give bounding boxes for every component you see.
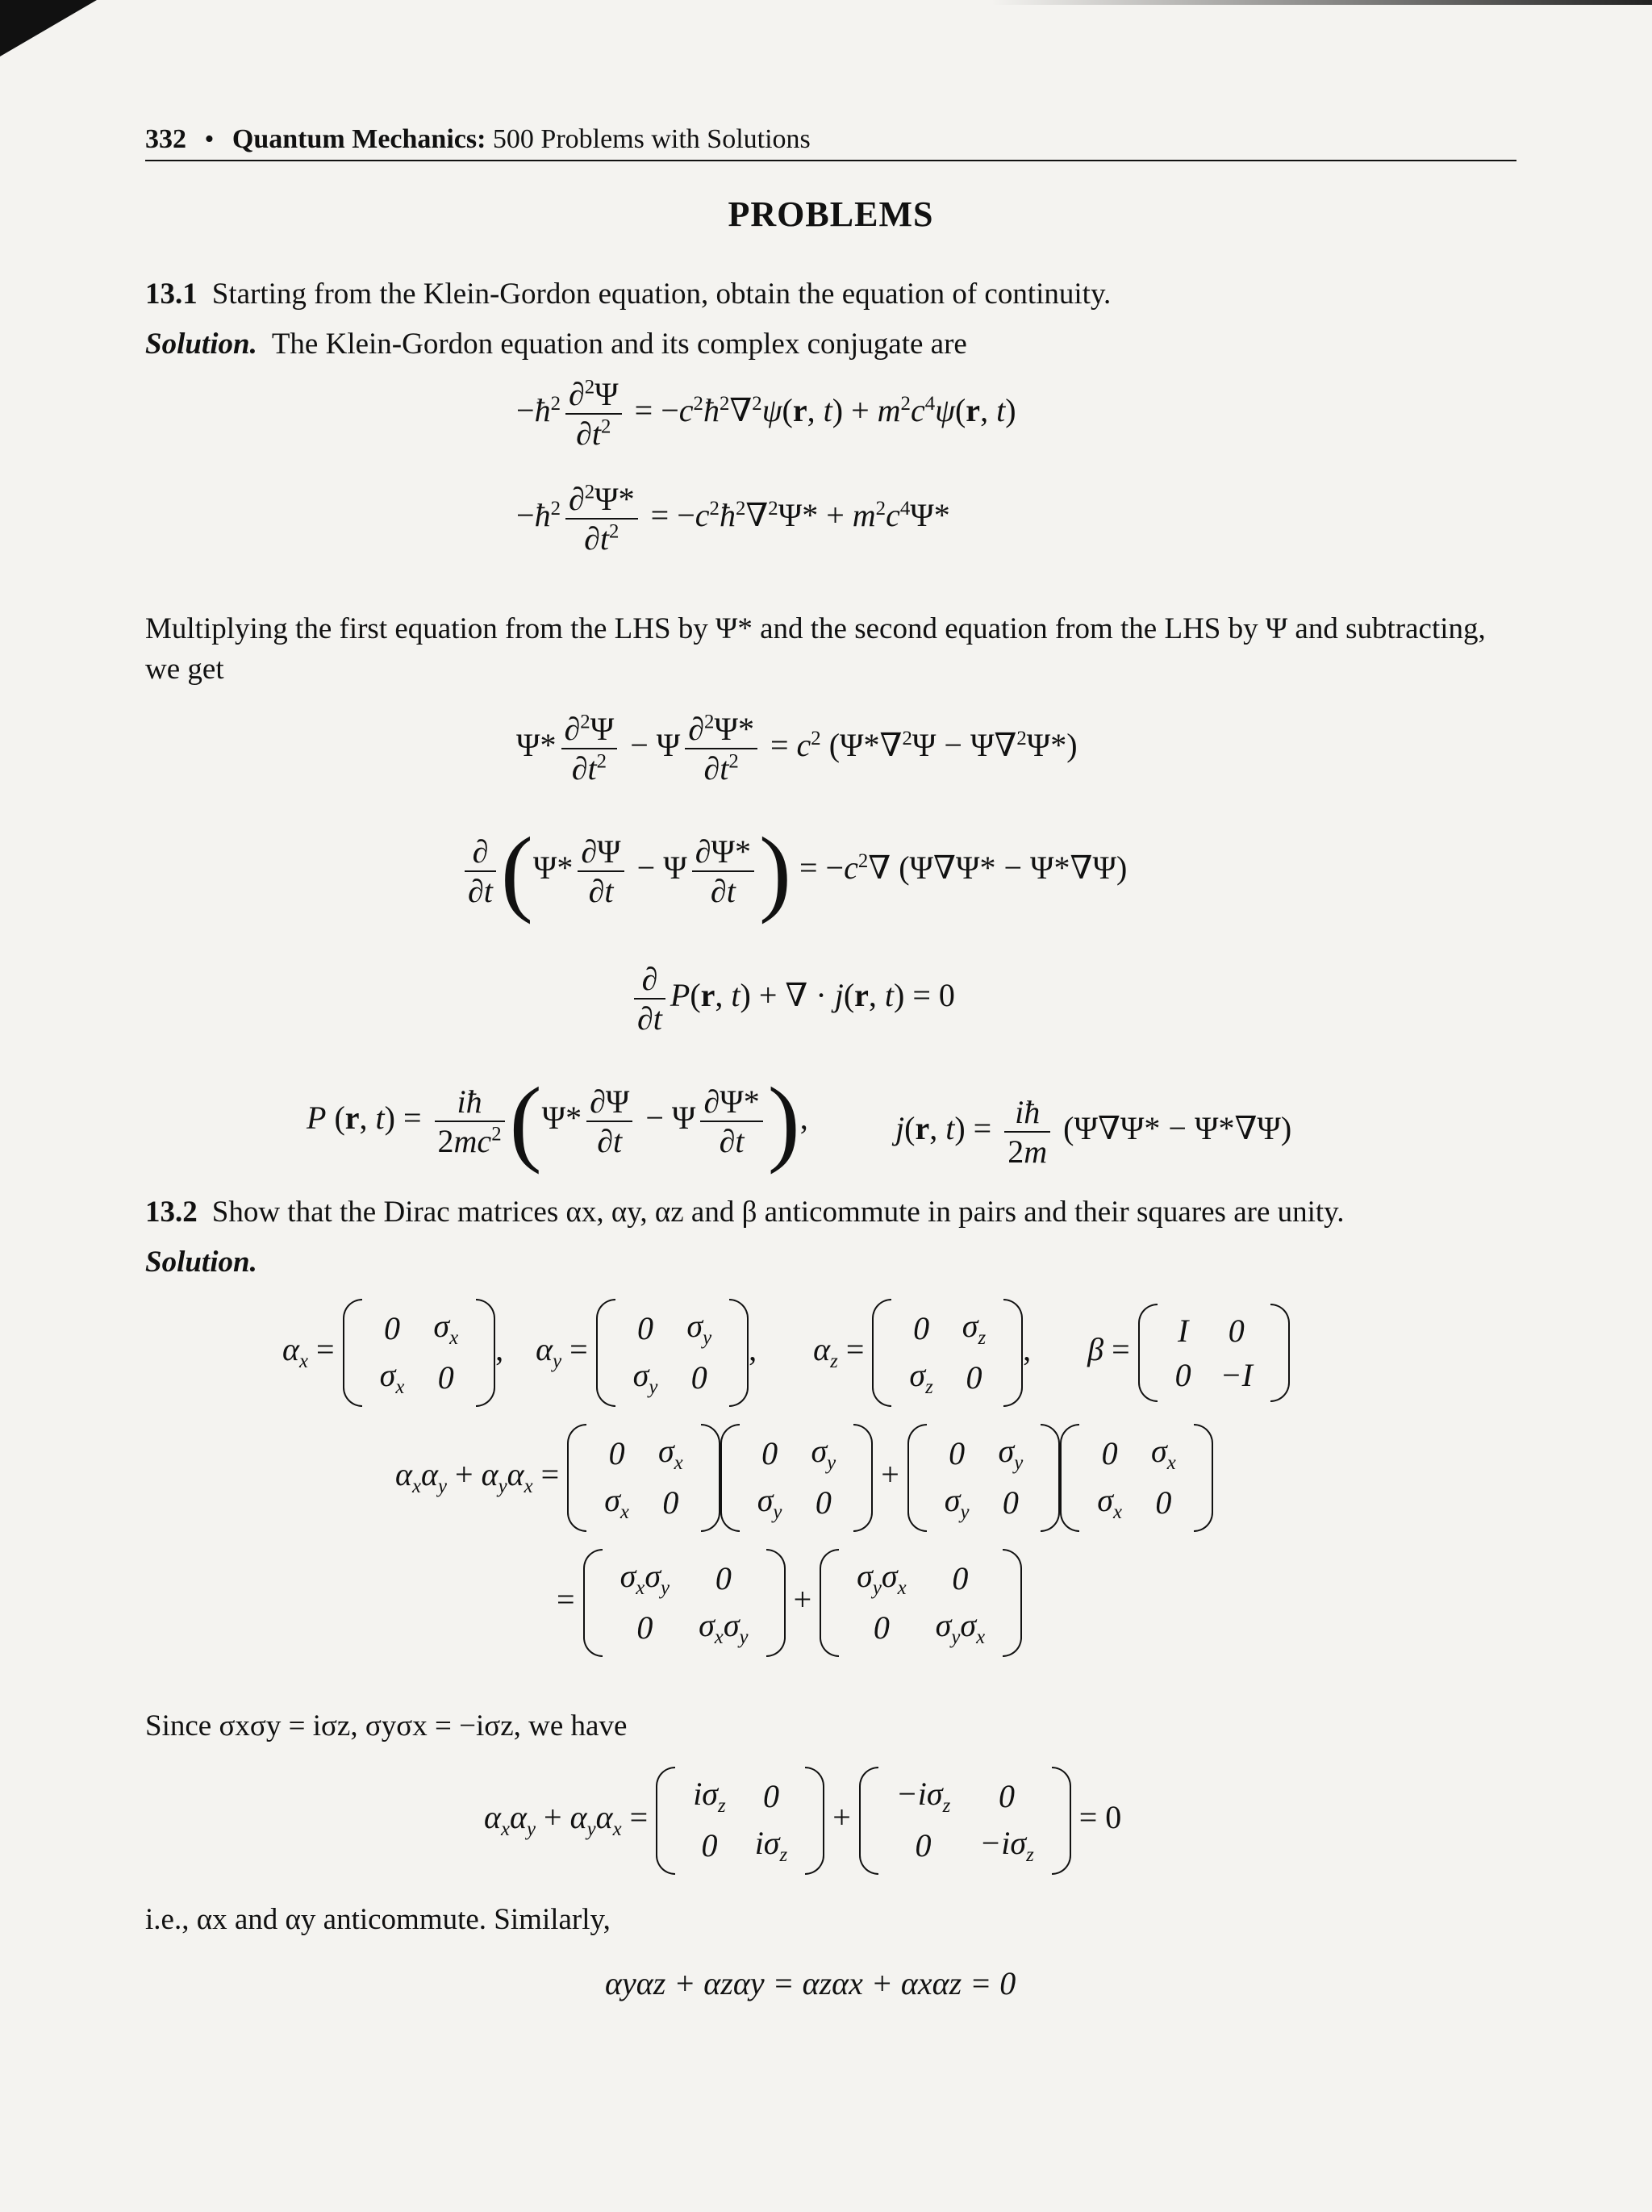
header-bullet: • — [204, 124, 215, 154]
problem-number: 13.2 — [145, 1196, 198, 1229]
since-text: Since σxσy = iσz, σyσx = −iσz, we have — [145, 1709, 628, 1742]
equation-anticommutator-product: = $\sigma_x\sigma_y$ 0 0 $\sigma_x\sigma_y$ + $\sigma_y\sigma_x$ 0 0 $\sigma_y\sigma_x$ — [557, 1549, 1022, 1657]
problem-statement: Show that the Dirac matrices αx, αy, αz and β anticommute in pairs and their squares are unity. — [211, 1196, 1345, 1229]
page-number: 332 — [145, 124, 186, 154]
problem-13-2 — [145, 1192, 1516, 1233]
equation-current-density: j(r, t) = $\frac{iħ}{2m}$ (Ψ∇Ψ* − Ψ*∇Ψ) — [895, 1094, 1292, 1170]
equation-probability-density: P (r, t) = $\frac{iħ}{2mc^2}$ (Ψ* $\frac{\partial\Psi}{\partial t}$ − Ψ $\frac{\partial\Psi*}{\partial t}$ ), — [307, 1067, 808, 1175]
solution-label: Solution. — [145, 1246, 257, 1279]
solution-intro: The Klein-Gordon equation and its complex conjugate are — [271, 328, 967, 361]
running-head — [145, 119, 1516, 161]
problem-number: 13.1 — [145, 278, 198, 311]
equation-subtracted: Ψ* $\frac{\partial^2\Psi}{\partial t^2}$ − Ψ $\frac{\partial^2\Psi*}{\partial t^2}$ = $c^2$ (Ψ*∇$^2$Ψ − Ψ∇$^2$Ψ*) — [516, 711, 1078, 787]
problem-13-1 — [145, 274, 1516, 315]
book-title: Quantum Mechanics: — [232, 124, 486, 154]
ie-text: i.e., αx and αy anticommute. Similarly, — [145, 1903, 611, 1936]
section-heading: PROBLEMS — [728, 194, 934, 234]
mid-text-13-1: Multiplying the first equation from the LHS by Ψ* and the second equation from the LHS by Ψ and subtracting, we get — [145, 612, 1486, 686]
solution-13-2 — [145, 1242, 1516, 1283]
equation-anticommutator-xy: $\alpha_x\alpha_y + \alpha_y\alpha_x$ = 0 $\sigma_x$ $\sigma_x$ 0 0 $\sigma_y$ $\sigma_y$ 0 + 0 $\sigma_y$ $\sigma_y$ 0 0 $\sigma_x$ $\sigma_x$ 0 — [395, 1424, 1213, 1532]
equation-continuity: $\frac{\partial}{\partial t}$ P(r, t) + ∇ · j(r, t) = 0 — [629, 960, 955, 1037]
equation-dirac-matrices: $\alpha_x$ = 0 $\sigma_x$ $\sigma_x$ 0 , $\alpha_y$ = 0 $\sigma_y$ $\sigma_y$ 0 , $\alpha_z$ = 0 $\sigma_z$ $\sigma_z$ 0 , β = I 0 0 −I — [282, 1299, 1290, 1407]
equation-kg-conjugate: $-ħ^2$ $\frac{\partial^2\Psi*}{\partial t^2}$ = $-c^2ħ^2\nabla^2\Psi* + m^2c^4\Psi*$ — [516, 481, 950, 557]
equation-kg: $-ħ^2$ $\frac{\partial^2\Psi}{\partial t^2}$ = $-c^2ħ^2\nabla^2\psi(r$, $t) + m^2c^4\psi(r$, t) — [516, 376, 1016, 452]
equation-divergence: $\frac{\partial}{\partial t}$ (Ψ* $\frac{\partial\Psi}{\partial t}$ − Ψ $\frac{\partial\Psi*}{\partial t}$ ) = $-c^2\nabla$ (Ψ∇Ψ* − Ψ*∇Ψ) — [460, 823, 1127, 920]
equation-final: αyαz + αzαy = αzαx + αxαz = 0 — [605, 1965, 1016, 2001]
solution-13-1 — [145, 324, 1516, 365]
scan-shadow-edge — [0, 0, 1652, 5]
equation-anticommutator-zero: $\alpha_x\alpha_y + \alpha_y\alpha_x$ = $i\sigma_z$ 0 0 $i\sigma_z$ + $-i\sigma_z$ 0 0 $-i\sigma_z$ = 0 — [484, 1767, 1121, 1875]
book-subtitle: 500 Problems with Solutions — [492, 124, 811, 154]
solution-label: Solution. — [145, 328, 257, 361]
scan-shadow-corner — [0, 0, 97, 56]
problem-statement: Starting from the Klein-Gordon equation, obtain the equation of continuity. — [211, 278, 1112, 311]
